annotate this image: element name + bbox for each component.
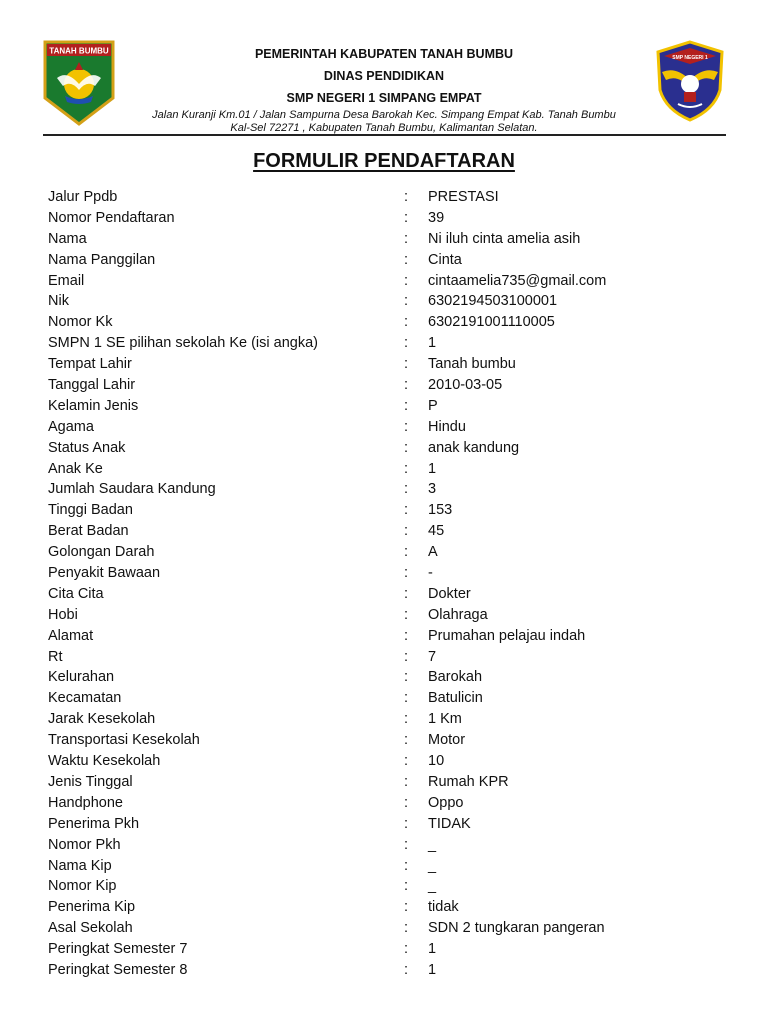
field-label: Kelurahan: [48, 669, 115, 686]
field-label: Anak Ke: [48, 460, 103, 477]
field-separator: :: [404, 314, 409, 331]
form-row: [48, 459, 728, 480]
form-row: [48, 271, 728, 292]
field-value: 1: [428, 941, 437, 958]
field-label: Hobi: [48, 606, 78, 623]
form-row: [48, 187, 728, 208]
field-value: 39: [428, 209, 445, 226]
field-separator: :: [404, 794, 409, 811]
field-label: Jalur Ppdb: [48, 189, 118, 205]
field-label: Email: [48, 272, 85, 289]
field-label: Peringkat Semester 7: [48, 941, 188, 958]
form-row: [48, 229, 728, 250]
field-separator: :: [404, 648, 409, 665]
field-separator: :: [404, 251, 409, 268]
field-separator: :: [404, 335, 409, 352]
field-value: Batulicin: [428, 690, 483, 707]
field-label: Nama: [48, 230, 87, 247]
field-separator: :: [404, 585, 409, 602]
field-value: 153: [428, 502, 453, 519]
field-separator: :: [404, 732, 409, 749]
field-label: Handphone: [48, 794, 123, 811]
field-separator: :: [404, 836, 409, 853]
field-label: Nomor Pkh: [48, 836, 121, 853]
form-row: [48, 897, 728, 918]
field-label: Agama: [48, 418, 94, 435]
tanah-bumbu-emblem-icon: [43, 40, 115, 126]
field-separator: :: [404, 711, 409, 728]
field-label: Penerima Pkh: [48, 815, 140, 832]
school-emblem-icon: [654, 40, 726, 122]
field-separator: :: [404, 356, 409, 373]
field-value: _: [428, 857, 437, 874]
field-separator: :: [404, 815, 409, 832]
field-separator: :: [404, 523, 409, 540]
field-value: _: [428, 836, 437, 853]
field-value: 10: [428, 753, 445, 770]
field-separator: :: [404, 230, 409, 247]
field-separator: :: [404, 606, 409, 623]
field-separator: :: [404, 439, 409, 456]
field-label: Nama Kip: [48, 857, 112, 874]
form-row: [48, 521, 728, 542]
form-row: [48, 354, 728, 375]
logo-left-text: TANAH BUMBU: [49, 46, 109, 56]
form-row: [48, 375, 728, 396]
field-label: Peringkat Semester 8: [48, 961, 188, 978]
field-separator: :: [404, 502, 409, 519]
field-value: Barokah: [428, 669, 483, 686]
field-separator: :: [404, 627, 409, 644]
field-label: Jumlah Saudara Kandung: [48, 481, 216, 498]
field-label: Cita Cita: [48, 585, 104, 602]
field-separator: :: [404, 377, 409, 394]
field-label: Asal Sekolah: [48, 920, 133, 937]
school-address-line-2: Kal-Sel 72271 , Kabupaten Tanah Bumbu, Kalimantan Selatan.: [230, 122, 538, 134]
form-row: [48, 856, 728, 877]
field-value: 1: [428, 460, 437, 477]
header-divider: [43, 134, 726, 136]
field-separator: :: [404, 418, 409, 435]
field-separator: :: [404, 753, 409, 770]
field-value: anak kandung: [428, 439, 520, 456]
field-label: Jarak Kesekolah: [48, 711, 156, 728]
form-row: [48, 688, 728, 709]
field-label: Nomor Pendaftaran: [48, 209, 175, 226]
field-value: Rumah KPR: [428, 773, 509, 790]
field-label: Nomor Kk: [48, 314, 113, 331]
field-separator: :: [404, 669, 409, 686]
form-row: [48, 814, 728, 835]
field-separator: :: [404, 544, 409, 561]
field-value: cintaamelia735@gmail.com: [428, 272, 607, 289]
school-address-line-1: Jalan Kuranji Km.01 / Jalan Sampurna Desa Barokah Kec. Simpang Empat Kab. Tanah Bumbu: [152, 109, 616, 121]
field-value: Oppo: [428, 794, 464, 811]
form-row: [48, 751, 728, 772]
field-separator: :: [404, 899, 409, 916]
form-row: [48, 772, 728, 793]
form-row: [48, 709, 728, 730]
form-row: [48, 479, 728, 500]
form-row: [48, 626, 728, 647]
field-value: 3: [428, 481, 437, 498]
field-separator: :: [404, 397, 409, 414]
field-label: Jenis Tinggal: [48, 773, 133, 790]
field-separator: :: [404, 878, 409, 895]
form-row: [48, 250, 728, 271]
field-label: Kelamin Jenis: [48, 397, 139, 414]
field-label: Status Anak: [48, 439, 126, 456]
form-row: [48, 542, 728, 563]
government-name: PEMERINTAH KABUPATEN TANAH BUMBU: [254, 47, 514, 61]
field-value: Cinta: [428, 251, 462, 268]
form-row: [48, 835, 728, 856]
form-row: [48, 500, 728, 521]
field-label: Alamat: [48, 627, 94, 644]
form-row: [48, 291, 728, 312]
field-separator: :: [404, 773, 409, 790]
field-value: Hindu: [428, 418, 466, 435]
field-label: Waktu Kesekolah: [48, 753, 161, 770]
field-label: Penerima Kip: [48, 899, 136, 916]
field-separator: :: [404, 209, 409, 226]
field-value: 1: [428, 961, 437, 978]
page-title: FORMULIR PENDAFTARAN: [253, 150, 515, 172]
field-label: Berat Badan: [48, 523, 129, 540]
form-row: [48, 876, 728, 897]
form-row: [48, 793, 728, 814]
field-separator: :: [404, 460, 409, 477]
logo-right-text: SMP NEGERI 1: [672, 55, 708, 61]
field-label: Rt: [48, 648, 63, 665]
form-row: [48, 584, 728, 605]
field-label: Tanggal Lahir: [48, 377, 136, 394]
field-label: Kecamatan: [48, 690, 122, 707]
form-row: [48, 939, 728, 960]
field-value: SDN 2 tungkaran pangeran: [428, 920, 605, 937]
field-label: Nomor Kip: [48, 878, 117, 895]
field-separator: :: [404, 189, 409, 205]
field-separator: :: [404, 941, 409, 958]
field-label: Penyakit Bawaan: [48, 565, 161, 582]
field-value: Prumahan pelajau indah: [428, 627, 586, 644]
field-separator: :: [404, 961, 409, 978]
form-row: [48, 438, 728, 459]
field-value: Ni iluh cinta amelia asih: [428, 230, 581, 247]
field-value: 7: [428, 648, 437, 665]
school-name: SMP NEGERI 1 SIMPANG EMPAT: [286, 91, 482, 105]
form-row: [48, 918, 728, 939]
field-value: 2010-03-05: [428, 377, 503, 394]
field-value: P: [428, 397, 438, 414]
department-name: DINAS PENDIDIKAN: [323, 69, 445, 83]
field-label: Transportasi Kesekolah: [48, 732, 200, 749]
field-value: 1 Km: [428, 711, 462, 728]
field-separator: :: [404, 690, 409, 707]
field-separator: :: [404, 857, 409, 874]
field-label: Nama Panggilan: [48, 251, 156, 268]
form-row: [48, 667, 728, 688]
field-label: Tempat Lahir: [48, 356, 132, 373]
field-value: A: [428, 544, 438, 561]
field-value: tidak: [428, 899, 459, 916]
form-row: [48, 563, 728, 584]
field-value: Dokter: [428, 585, 471, 602]
field-value: Tanah bumbu: [428, 356, 516, 373]
field-value: 45: [428, 523, 445, 540]
form-row: [48, 312, 728, 333]
field-separator: :: [404, 481, 409, 498]
letterhead: [0, 0, 768, 140]
field-separator: :: [404, 293, 409, 310]
form-row: [48, 730, 728, 751]
form-row: [48, 333, 728, 354]
field-value: -: [428, 565, 433, 582]
field-value: Motor: [428, 732, 466, 749]
field-separator: :: [404, 272, 409, 289]
field-value: TIDAK: [428, 815, 471, 832]
form-row: [48, 647, 728, 668]
field-value: _: [428, 878, 437, 895]
field-label: SMPN 1 SE pilihan sekolah Ke (isi angka): [48, 335, 318, 352]
field-label: Nik: [48, 293, 69, 310]
field-separator: :: [404, 565, 409, 582]
form-row: [48, 960, 728, 981]
field-value: PRESTASI: [428, 189, 499, 205]
field-value: 6302191001110005: [428, 314, 555, 331]
form-row: [48, 605, 728, 626]
field-label: Tinggi Badan: [48, 502, 133, 519]
field-separator: :: [404, 920, 409, 937]
form-row: [48, 396, 728, 417]
field-value: Olahraga: [428, 606, 488, 623]
field-value: 6302194503100001: [428, 293, 558, 310]
field-value: 1: [428, 335, 437, 352]
field-label: Golongan Darah: [48, 544, 155, 561]
registration-fields: [48, 187, 728, 981]
form-row: [48, 208, 728, 229]
form-row: [48, 417, 728, 438]
